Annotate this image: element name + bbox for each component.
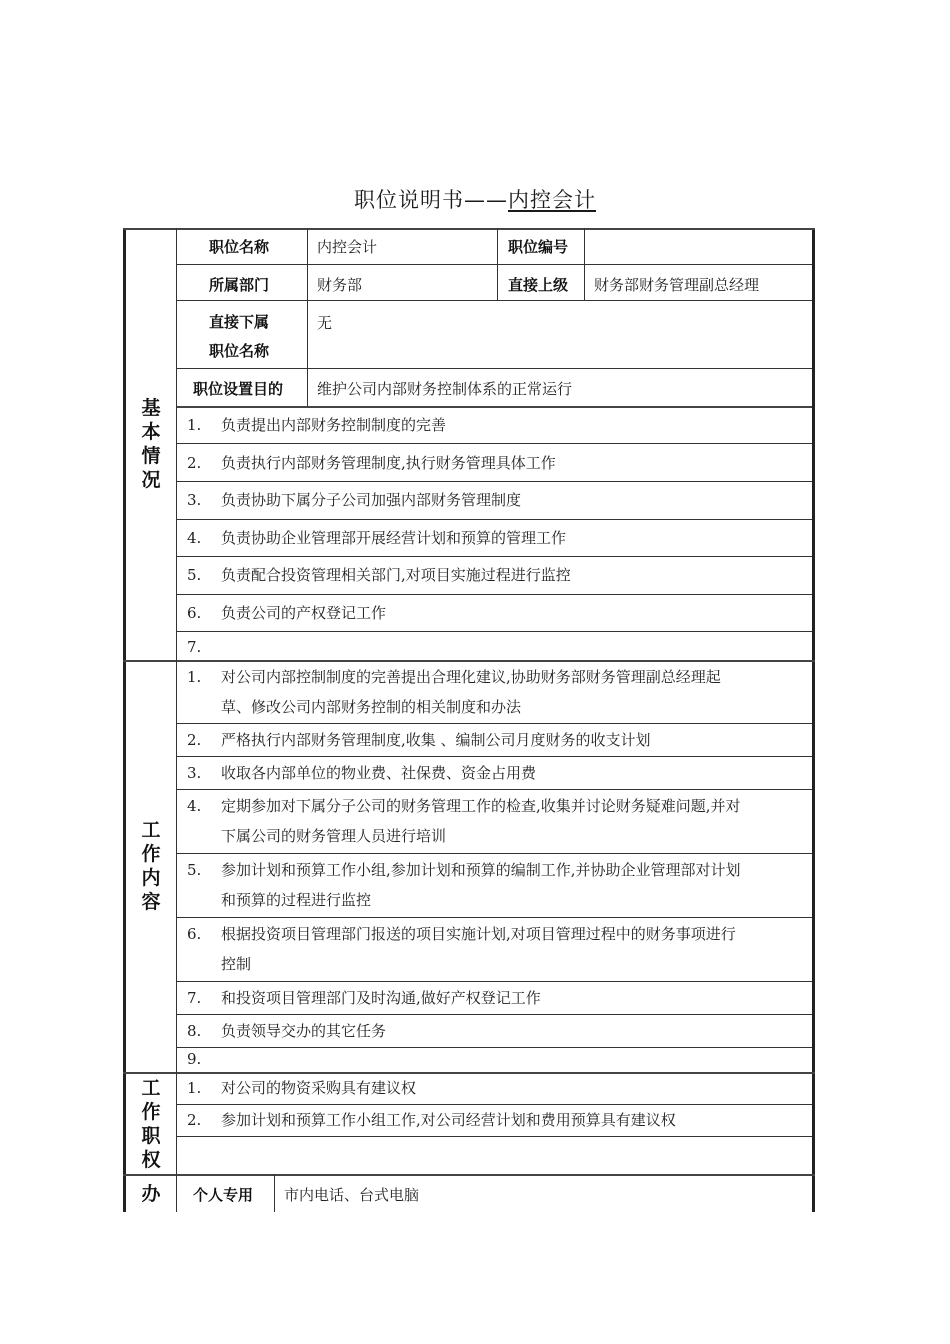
divider [176,1136,812,1137]
personal-use-value: 市内电话、台式电脑 [284,1186,420,1204]
divider [176,917,812,918]
section-label-basic: 基 本 情 况 [141,397,161,491]
column-divider [584,228,585,300]
direct-superior-label: 直接上级 [508,276,569,294]
section-label-office: 办 [141,1183,161,1205]
divider [176,406,812,408]
column-divider [274,1174,275,1212]
divider [176,853,812,854]
position-name-value: 内控会计 [317,238,378,256]
table-top-border [123,228,815,230]
section-label-authority: 工 作 职 权 [141,1077,161,1171]
column-divider [497,228,498,300]
direct-superior-value: 财务部财务管理副总经理 [594,276,760,294]
divider [176,481,812,482]
divider [176,300,812,301]
direct-subordinate-label-2: 职位名称 [209,342,270,360]
job-description-table: 基 本 情 况 工 作 内 容 工 作 职 权 办 职位名称 内控会计 职位编号 所属部门 财务部 直接上级 财务部财务管理副总经理 直接下属 职位名称 无 职位设置目的 维护公司内部财务控制体系的正常运行 1. 负责提出内部财务控制制度的完善 2. 负责执行内部财务管理制度,执行财务管理具体工作 3. 负责协助下属分子公司加强内部财务管理制度 4. 负责协助企业管理部开展经营计划和预算的管理工作 5. 负责配合投资管理相关部门,对项目实施过程进行监控 6. 负责公司的产权登记工作 7. 1. 对公司内部控制制度的完善提出合理化建议,协助财务部财务管理副总经理起 草、修改公司内部财务控制的相关制度和办法 2. 严格执行内部财务管理制度,收集 、编制公司月度财务的收支计划 3. 收取各内部单位的物业费、社保费、资金占用费 4. 定期参加对下属分子公司的财务管理工作的检查,收集并讨论财务疑难问题,并对 下属公司的财务管理人员进行培训 5. 参加计划和预算工作小组,参加计划和预算的编制工作,并协助企业管理部对计划 和预算的过程进行监控 6. 根据投资项目管理部门报送的项目实施计划,对项目管理过程中的财务事项进行 控制 7. 和投资项目管理部门及时沟通,做好产权登记工作 8. 负责领导交办的其它任务 9. 1. 对公司的物资采购具有建议权 2. 参加计划和预算工作小组工作,对公司经营计划和费用预算具有建议权 个人专用 市内电话、台式电脑 [123,228,815,1212]
divider [176,556,812,557]
divider [176,756,812,757]
direct-subordinate-value: 无 [317,314,333,332]
position-code-label: 职位编号 [508,238,569,256]
department-value: 财务部 [317,276,363,294]
table-border-right [812,228,815,1212]
direct-subordinate-label: 直接下属 [209,313,270,331]
divider [176,594,812,595]
section-label-work: 工 作 内 容 [141,819,161,913]
purpose-value: 维护公司内部财务控制体系的正常运行 [317,380,573,398]
divider [176,519,812,520]
divider [176,1047,812,1048]
title-position: 内控会计 [508,188,596,212]
divider [176,631,812,632]
purpose-label: 职位设置目的 [193,380,284,398]
divider [176,443,812,444]
divider [176,264,812,265]
divider [176,1014,812,1015]
column-divider [176,228,177,1212]
divider [176,368,812,369]
divider [176,723,812,724]
divider [176,981,812,982]
section-divider [123,1174,815,1176]
personal-use-label: 个人专用 [193,1186,254,1204]
title-prefix: 职位说明书—— [354,188,508,212]
department-label: 所属部门 [209,276,270,294]
position-name-label: 职位名称 [209,238,270,256]
divider [176,789,812,790]
column-divider [307,228,308,406]
page-title [0,184,950,214]
